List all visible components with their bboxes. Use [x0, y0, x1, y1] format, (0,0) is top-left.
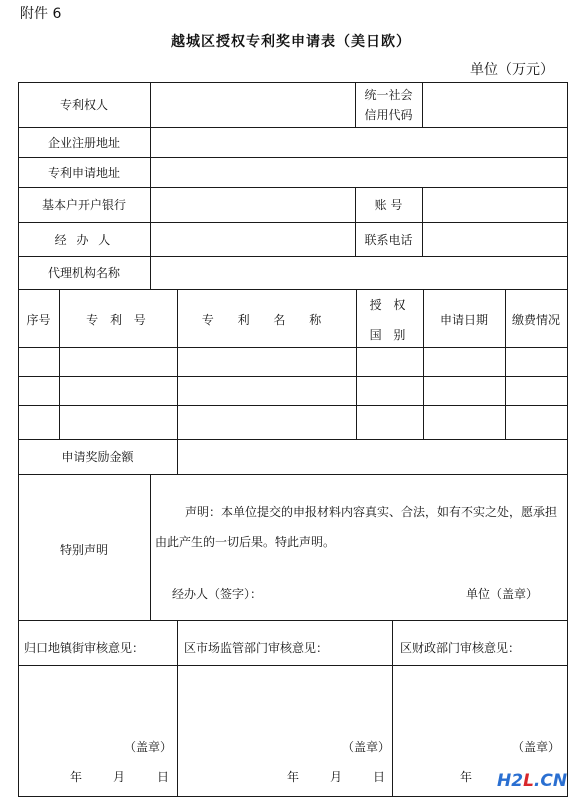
grid-line	[18, 620, 568, 621]
col-header-no: 序号	[26, 313, 51, 327]
col-header-fee: 缴费情况	[511, 313, 560, 327]
account-field[interactable]	[423, 188, 567, 222]
review-township-title: 归口地镇街审核意见：	[24, 641, 145, 655]
bank-label: 基本户开户银行	[41, 198, 126, 212]
declaration-text: 声明：本单位提交的申报材料内容真实、合法，如有不实之处，愿承担由此产生的一切后果。特此声明。	[155, 505, 558, 549]
review-finance-year: 年	[460, 770, 473, 784]
credit-code-label-1: 统一社会	[364, 88, 413, 102]
apply-address-label: 专利申请地址	[47, 166, 120, 180]
phone-field[interactable]	[423, 223, 567, 256]
apply-address-field[interactable]	[151, 158, 567, 187]
watermark-logo	[497, 771, 567, 791]
seal-label: 单位（盖章）	[466, 587, 539, 601]
review-finance-title: 区财政部门审核意见：	[400, 641, 521, 655]
review-market-title: 区市场监管部门审核意见：	[184, 641, 329, 655]
review-township-day: 日	[157, 770, 170, 784]
review-finance-seal: （盖章）	[512, 740, 561, 754]
grid-line	[392, 620, 393, 796]
bank-field[interactable]	[151, 188, 355, 222]
page-title: 越城区授权专利奖申请表（美日欧）	[171, 34, 411, 50]
col-header-date: 申请日期	[439, 313, 488, 327]
handler-field[interactable]	[151, 223, 355, 256]
watermark-part: L	[523, 771, 534, 791]
grid-line	[18, 474, 568, 475]
reward-field[interactable]	[178, 440, 567, 474]
review-market-month: 月	[330, 770, 343, 784]
patentee-field[interactable]	[151, 83, 355, 127]
unit-label: 单位（万元）	[470, 62, 554, 78]
grid-line	[18, 796, 568, 797]
review-market-day: 日	[373, 770, 386, 784]
reward-label: 申请奖励金额	[61, 450, 134, 464]
agency-label: 代理机构名称	[47, 266, 120, 280]
handler-label: 经 办 人	[54, 233, 114, 247]
reg-address-label: 企业注册地址	[47, 136, 120, 150]
credit-code-field[interactable]	[423, 83, 567, 127]
review-market-seal: （盖章）	[342, 740, 391, 754]
grid-line	[18, 82, 19, 797]
annex-label: 附件 6	[20, 6, 62, 22]
watermark-part: H2	[497, 771, 524, 791]
grid-line	[18, 665, 568, 666]
review-market-year: 年	[287, 770, 300, 784]
review-township-year: 年	[70, 770, 83, 784]
phone-label: 联系电话	[364, 233, 413, 247]
col-header-patent-name: 专 利 名 称	[201, 313, 332, 327]
account-label: 账 号	[374, 198, 403, 212]
reg-address-field[interactable]	[151, 128, 567, 157]
watermark-part: .CN	[533, 771, 568, 791]
col-header-patent-no: 专 利 号	[86, 313, 150, 327]
col-header-country-1: 授 权	[369, 298, 410, 312]
table-row[interactable]	[19, 348, 567, 376]
review-township-seal: （盖章）	[124, 740, 173, 754]
review-township-month: 月	[113, 770, 126, 784]
credit-code-label-2: 信用代码	[364, 108, 413, 122]
grid-line	[18, 289, 568, 290]
agency-field[interactable]	[151, 257, 567, 289]
signer-label: 经办人（签字）：	[172, 587, 263, 601]
table-row[interactable]	[19, 377, 567, 405]
grid-line	[150, 474, 151, 620]
grid-line	[567, 82, 568, 797]
col-header-country-2: 国 别	[369, 328, 410, 342]
table-row[interactable]	[19, 406, 567, 439]
grid-line	[177, 620, 178, 796]
declaration-label: 特别声明	[59, 543, 108, 557]
patentee-label: 专利权人	[59, 98, 108, 112]
